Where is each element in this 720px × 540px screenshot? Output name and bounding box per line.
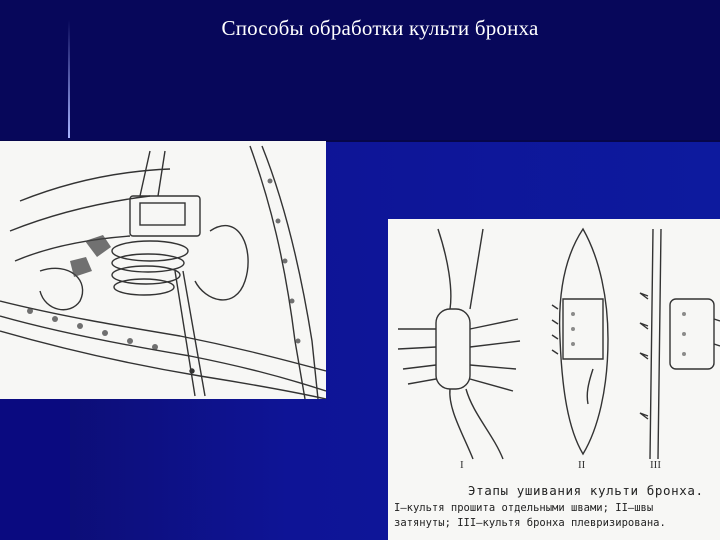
- stage-label-1: I: [460, 459, 464, 471]
- suturing-stages-illustration: [388, 219, 720, 540]
- stage-label-2: II: [578, 459, 586, 471]
- stage-label-3: III: [650, 459, 661, 471]
- slide-title: Способы обработки культи бронха: [221, 16, 539, 40]
- bronchus-clamp-drawing: [0, 141, 326, 399]
- surgical-illustration-clamp: [0, 141, 326, 399]
- figure-caption-title: Этапы ушивания культи бронха.: [468, 483, 704, 498]
- bronchus-suture-stages-drawing: [388, 219, 720, 469]
- figure-caption-text: I—культя прошита отдельными швами; II—швы затянуты; III—культя бронха плевризирована.: [394, 502, 666, 529]
